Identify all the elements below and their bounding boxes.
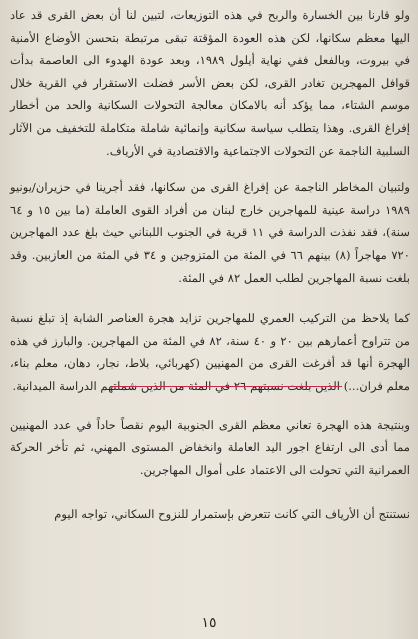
paragraph-5: نستنتج أن الأرياف التي كانت تتعرض بإستمرار للنزوح السكاني، تواجه اليوم: [54, 507, 410, 522]
body-text: [10, 4, 410, 526]
paragraph-2: ولتبيان المخاطر الناجمة عن إفراغ القرى من سكانها، فقد أجرينا في حزيران/يونيو ١٩٨٩ دراسة عينية للمهاجرين خارج لبنان من أفراد القوى العاملة (ما بين ١٥ و ٦٤ سنة)، فقد نفذت الدراسة في ١١ قرية في الجنوب اللبناني حيث بلغ عدد المهاجرين ٧٢٠ مهاجراً (٨) بينهم ٦٦ في المئة من المتزوجين و ٣٤ في المئة من العازبين. وقد بلغت نسبة المهاجرين لطلب العمل ٨٢ في المئة.: [10, 180, 411, 285]
paragraph-4: وبنتيجة هذه الهجرة تعاني معظم القرى الجنوبية اليوم نقصاً حاداً في عدد المهنيين مما أدى الى ارتفاع اجور اليد العاملة وانخفاض المستوى المهني، ثم تأخر الحركة العمرانية التي تحولت الى الاعتماد على أموال المهاجرين.: [10, 417, 410, 477]
paragraph-1: ولو قارنا بين الخسارة والربح في هذه التوزيعات، لتبين لنا أن بعض القرى قد عاد اليها معظم سكانها، لكن هذه العودة المؤقتة تبقى مرتبطة بتحسن الأوضاع الأمنية في بيروت، وبالفعل ففي نهاية أيلول ١٩٨٩، وبعد عودة الهدوء الى العاصمة بدأت قوافل المهجرين تغادر القرى، لكن بعض الأسر فضلت الاستقرار في القرية خلال موسم الشتاء، مما يؤكد أنه بالامكان معالجة التحولات السكانية والحد من أخطار إفراغ القرى. وهذا يتطلب سياسة سكانية وإنمائية شاملة متكاملة للتخفيف من الآثار السلبية الناجمة عن التحولات الاجتماعية والاقتصادية في الأرياف.: [10, 8, 410, 158]
paragraph-3: كما يلاحظ من التركيب العمري للمهاجرين تزايد هجرة العناصر الشابة إذ تبلغ نسبة من تتراوح أعمارهم بين ٢٠ و ٤٠ سنة، ٨٢ في المئة من المهاجرين. والبارز في هذه الهجرة أنها قد أفرغت القرى من المهنيين (كهربائي، بلاط، نجار، دهان، معلم بناء، معلم فران...) الذين بلغت نسبتهم ٢٦ في المئة من الذين شملتهم الدراسة الميدانية.: [10, 311, 410, 393]
red-underline-mark: [112, 386, 342, 387]
page-number: ١٥: [201, 615, 217, 631]
